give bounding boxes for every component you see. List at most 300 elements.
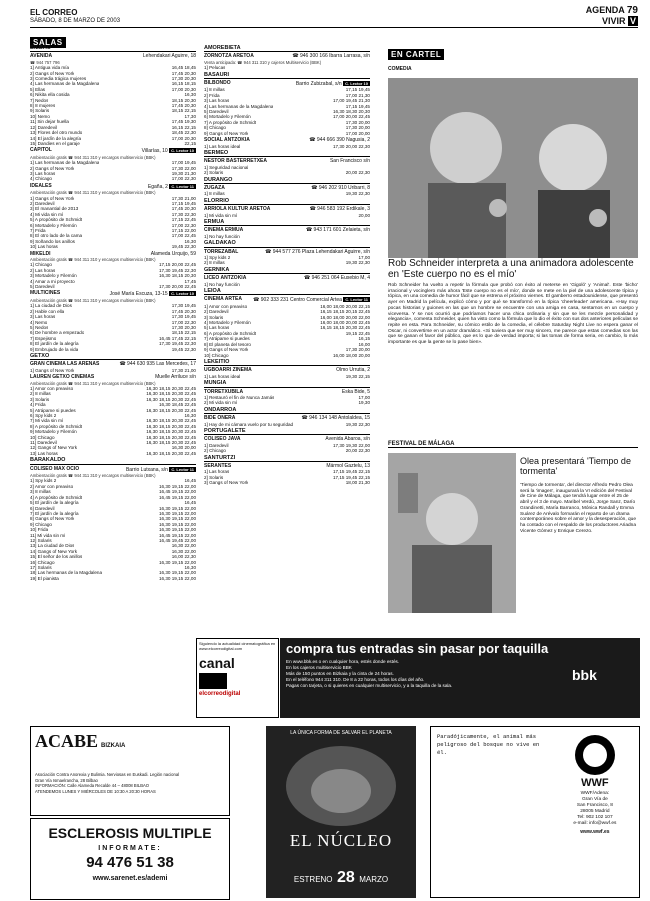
film-title: 5] Las horas — [204, 325, 230, 331]
showtimes: 16,15 18,15 20,30 22,45 — [320, 325, 370, 331]
film-title: 4] Frida — [30, 402, 46, 408]
planet-illustration — [266, 736, 416, 826]
bbk-logo: bbk — [572, 667, 597, 683]
wwf-address-line: 28005 Madrid — [580, 809, 610, 814]
cinema-info: Ambientación gratis ☎ 944 311 310 y encargos multiservicio (BBK) — [30, 257, 156, 263]
showtimes: 16,30 18,15 20,30 22,45 — [146, 391, 196, 397]
salas-title: SALAS — [30, 37, 66, 48]
city-heading: GERNIKA — [204, 268, 370, 274]
issue-date: SÁBADO, 8 DE MARZO DE 2003 — [30, 18, 121, 24]
acabe-region: BIZKAIA — [101, 743, 126, 749]
wwf-ad — [430, 726, 640, 898]
cinema-lector-tag: C. Lector 11 — [171, 183, 194, 189]
showtimes: 16,30 18,15 20,30 22,45 — [146, 385, 196, 391]
city-heading: PORTUGALETE — [204, 429, 370, 435]
showtimes: 16,30 19,15 22,00 — [158, 510, 196, 516]
cinema-name: BILBONDO — [204, 80, 231, 87]
city-heading: ELORRIO — [204, 199, 370, 205]
esclerosis-web: www.sarenet.es/ademi — [92, 875, 168, 882]
city-heading: SANTURTZI — [204, 456, 370, 462]
cinema-name: GRAN CINEMA LAS ARENAS — [30, 361, 100, 368]
film-title: 1] Amor con preaviso — [204, 303, 248, 309]
showtimes: 19,30 22,30 — [345, 421, 370, 427]
page-header-right — [586, 5, 638, 26]
cinema-address: Alameda Urquijo, 59 — [150, 250, 196, 257]
festival-headline: Olea presentará 'Tiempo de tormenta' — [520, 456, 631, 476]
film-title: 13] La ciudad de Dios — [30, 543, 75, 549]
screening-row — [204, 65, 370, 70]
nucleo-date-day: 28 — [336, 869, 355, 886]
wwf-web: www.wwf.es — [580, 829, 610, 835]
screening-row — [204, 448, 370, 453]
film-title: 12] Solaris — [30, 537, 52, 543]
film-title: 4] Amar a mi proyecto — [30, 278, 75, 284]
showtimes: 16,00 — [358, 341, 370, 347]
showtimes: 22,15 — [184, 140, 196, 146]
showtimes: 17,15 19,45 — [171, 200, 196, 206]
screening-row — [204, 213, 370, 218]
canal-ad — [196, 638, 279, 718]
showtimes: 16,00 18,00 20,00 22,45 — [320, 320, 370, 326]
film-title: 2] Chicago — [204, 448, 226, 454]
esclerosis-phone: 94 476 51 38 — [86, 854, 174, 871]
film-title: 7] Atrápame si puedes — [204, 336, 250, 342]
nucleo-title: EL NÚCLEO — [289, 831, 393, 850]
film-title: 15] El señor de los anillos — [30, 554, 83, 560]
cinema-name: UGBOARRI ZINEMA — [204, 367, 252, 374]
showtimes: 16,00 18,00 20,00 22,15 — [320, 303, 370, 309]
film-title: 15] Dandies en el garaje — [30, 140, 80, 146]
showtimes: 17,00 21,30 — [345, 92, 370, 98]
film-title: 2] Gangs of New York — [30, 70, 75, 76]
film-title: 9] Mortadelo y Filemón — [30, 429, 77, 435]
encartel-title: EN CARTEL — [388, 49, 444, 60]
film-title: 2] Mi vida sin mí — [204, 400, 238, 406]
canal-logo: canal — [199, 655, 235, 671]
city-heading: AMOREBIETA — [204, 46, 370, 52]
acabe-line: Gran Vía Ismaelrancha, 28 Bilbao — [35, 777, 98, 783]
cinema-name: SOCIAL ANTZOKIA — [204, 137, 250, 144]
film-title: 8] El otro lado de la cama — [30, 233, 83, 239]
showtimes: 17,30 22,30 — [171, 211, 196, 217]
listings-column-1 — [30, 44, 196, 581]
film-title: 5] Nedos — [30, 324, 49, 330]
cinema-lector-tag: C. Lector 11 — [171, 466, 194, 472]
cinema-address: Muelle Arriluce s/n — [155, 374, 196, 381]
city-heading: ONDARROA — [204, 408, 370, 414]
compra-lines — [280, 659, 562, 689]
cinema-address: ☎ 943 171 601 Zelaieta, s/n — [305, 227, 370, 234]
film-title: 6] Mortadelo y Filemón — [30, 222, 77, 228]
film-title: 1] La ciudad de Dios — [30, 303, 72, 309]
film-title: 2] Solaris — [204, 474, 224, 480]
wwf-text: Paradójicamente, el animal más peligroso del bosque no vive en él. — [437, 733, 540, 756]
showtimes: 16,15 22,15 — [171, 124, 196, 130]
cinema-info: Ambientación gratis ☎ 944 311 310 y encargos multiservicio (BBK) — [30, 473, 156, 479]
film-title: 3] Solaris — [30, 396, 50, 402]
showtimes: 18,15 20,30 — [171, 97, 196, 103]
showtimes: 16,30 18,15 20,30 22,45 — [146, 407, 196, 413]
city-heading: LEKEITIO — [204, 360, 370, 366]
film-title: 1] Las horas ideal — [204, 143, 241, 149]
showtimes: 17,00 20,30 — [171, 135, 196, 141]
showtimes: 20,00 22,30 — [345, 170, 370, 176]
film-title: 8] Gangs of New York — [30, 516, 75, 522]
wwf-address-line: San Francisco, 8 — [576, 803, 613, 808]
cinema-name: CAPITOL — [30, 147, 52, 154]
showtimes: 17,45 20,30 — [171, 308, 196, 314]
film-title: 8] El planeta del tesoro — [204, 341, 251, 347]
wwf-address-line: WWF/Adena: — [580, 791, 610, 796]
screening-row — [204, 170, 370, 175]
showtimes: 17,30 20,00 22,45 — [158, 284, 196, 290]
screening-row — [204, 422, 370, 427]
showtimes: 18,45 22,30 — [171, 130, 196, 136]
showtimes: 18,00 21,30 — [345, 480, 370, 486]
nucleo-release — [266, 869, 416, 887]
showtimes: 17,30 20,00 — [345, 119, 370, 125]
page-number: 79 — [626, 5, 638, 16]
film-title: 6] Spy kids 2 — [30, 413, 57, 418]
screening-row — [30, 368, 196, 373]
subsection-name: VIVIR — [601, 16, 626, 26]
film-title: 19] El pianista — [30, 575, 59, 581]
cinema-lector-tag: C. Lector 10 — [171, 291, 194, 297]
showtimes: 17,00 19,45 21,30 — [332, 98, 370, 104]
film-title: 10] Las horas — [30, 244, 58, 250]
rob-schneider-photo — [388, 78, 638, 258]
showtimes: 16,45 — [184, 478, 196, 484]
film-title: 1] Daredevil — [204, 442, 229, 448]
city-heading: BARAKALDO — [30, 458, 196, 464]
showtimes: 16,30 — [184, 92, 196, 98]
showtimes: 16,30 18,15 20,30 22,45 — [146, 450, 196, 456]
showtimes: 17,00 22,45 — [171, 233, 196, 239]
cinema-address: ☎ 946 202 910 Uribarri, 8 — [311, 184, 370, 191]
film-title: 5] El jardín de la alegría — [30, 500, 79, 506]
nucleo-date-prefix: ESTRENO — [293, 875, 333, 884]
cinema-address: Lehendakari Aguirre, 18 — [142, 53, 196, 60]
screening-row — [204, 131, 370, 136]
cinema-address: ☎ 944 577 276 Plaza Lehendakari Aguirre, s/n — [265, 248, 370, 255]
screening-row — [204, 234, 370, 239]
film-title: 3] Gangs of New York — [204, 480, 249, 486]
compra-line: Pagas con tarjeta, o si quieres en cualquier multiservicio, y a la taquilla de la sala. — [286, 683, 453, 688]
showtimes: 16,30 20,00 — [171, 445, 196, 451]
film-title: 7] Mi vida sin mí — [30, 418, 64, 424]
esclerosis-ad — [30, 818, 230, 900]
showtimes: 16,30 18,15 20,30 22,45 — [146, 396, 196, 402]
film-title: 5] Ellas — [30, 86, 46, 92]
showtimes: 16,30 18,15 20,30 22,45 — [146, 418, 196, 424]
showtimes: 17,45 — [184, 278, 196, 284]
showtimes: 20,00 — [358, 212, 370, 218]
showtimes: 17,30 19,45 — [171, 303, 196, 309]
film-title: 12] Gangs of New York — [30, 445, 77, 451]
film-title: 4] Chicago — [30, 176, 52, 182]
esclerosis-title: ESCLEROSIS MULTIPLE — [48, 825, 212, 841]
film-title: 10] Chicago — [204, 352, 229, 358]
film-title: 3] Solaris — [204, 314, 224, 320]
compra-entradas-ad — [280, 638, 640, 718]
cinema-address: ☎ 946 251 064 Eusebio M, 4 — [304, 275, 370, 282]
showtimes: 16,15 18,15 — [171, 81, 196, 87]
showtimes: 16,30 18,15 20,30 22,45 — [146, 423, 196, 429]
nucleo-date-month: MARZO — [359, 875, 389, 884]
film-title: 1] Restauró el fin de Nunca Jamás — [204, 394, 275, 400]
screening-row — [30, 451, 196, 456]
showtimes: 17,30 19,45 — [171, 314, 196, 320]
film-title: 17] Solaris — [30, 564, 52, 570]
cinema-name: CINEMA ARTEA — [204, 296, 242, 303]
showtimes: 17,00 — [358, 255, 370, 260]
showtimes: 19,15 22,45 — [345, 330, 370, 336]
acabe-ad — [30, 726, 230, 816]
film-title: 7] A propósito de Schmidt — [204, 119, 257, 125]
showtimes: 16,30 — [184, 413, 196, 418]
showtimes: 17,15 19,45 22,15 — [332, 469, 370, 475]
film-title: 4] Nemo — [30, 319, 48, 325]
city-heading: BILBAO — [30, 46, 196, 52]
festival-title: FESTIVAL DE MÁLAGA — [388, 441, 638, 448]
showtimes: 19,30 21,30 — [171, 170, 196, 176]
encartel-body: Rob Schneider ha vuelto a repetir la fórmula que probó con éxito al meterse en 'Gigoló' y 'Animal'. Este 'bicho' irracional y vocinglero más ahora 'Este cuerpo no es el mío', donde se mete en la piel de una adolescente típica y tópica, en una comedia de humor fácil que se estrena el próximo viernes. El gamberro estadounidense, que presentó ayer en Madrid la película, explicó cómo y por qué se transformó en la típica 'cheerleader' americana. «Hay muy pocas historias y guiones en las que un hombre se encuentre con una amiga en casa, sentarnos en un cuerpo y viceversa. Y se nos ocurrió que podríamos hacer una chica ordinaria y sin que se les mezcle personalidad y elegancia», comenta Schneider, quien ha visto como la fórmula que lo dio el éxito con sus dos anteriores películas se repite en esta. Para Schneider, su cómico estilo de la comedia, el célebre Saturday Night Live no espera ganar el Oscar, ni convertirse en un actor dramático. «Si tuviera que ser muy sincero, me parece que estas comedias son las que se ganan el favor del público, que es lo que de verdad importa; si las tomas de forma seria, en cambio, lo más importante es que la gente se lo pase bien». — [388, 283, 638, 346]
showtimes: 16,30 19,15 22,00 — [158, 570, 196, 576]
showtimes: 17,15 19,45 22,15 — [332, 474, 370, 480]
cinema-address: Barrio Lutxana, s/n — [125, 466, 168, 473]
screening-row — [204, 260, 370, 265]
city-heading: ERMUA — [204, 220, 370, 226]
film-title: 3] 8 millas — [30, 489, 51, 495]
showtimes: 17,15 19,45 — [345, 87, 370, 93]
compra-line: En los cajeros multiservicio BBK — [286, 665, 352, 670]
film-title: 6] De hombre a empezado — [30, 330, 85, 336]
screening-row — [30, 284, 196, 289]
showtimes: 17,00 22,30 — [171, 176, 196, 182]
showtimes: 16,45 19,15 22,00 — [158, 494, 196, 500]
film-title: 10] Frida — [30, 527, 49, 533]
film-title: 3] Mortadelo y Filemón — [30, 273, 77, 279]
cinema-name: TORREZABAL — [204, 248, 239, 255]
showtimes: 16,00 18,00 20,00 22,00 — [320, 314, 370, 320]
screening-row — [30, 176, 196, 181]
film-title: 11] Daredevil — [30, 440, 57, 446]
showtimes: 16,30 19,15 22,00 — [158, 527, 196, 533]
cinema-lector-tag: C. Lector 10 — [345, 81, 368, 87]
cinema-name: COLISEO JAVA — [204, 436, 241, 443]
film-title: 1] Pelucas — [204, 65, 226, 71]
film-title: 9] Soñando los anillos — [30, 238, 75, 244]
film-title: 2] Solaris — [204, 170, 224, 176]
cinema-address: ☎ 946 583 192 Erdikale, 3 — [309, 206, 370, 213]
film-title: 13] Las horas — [30, 450, 58, 456]
film-title: 14] Gangs of New York — [30, 548, 77, 554]
cinema-address: Barrio Zubizabal, s/n — [295, 81, 342, 88]
cinema-heading — [30, 291, 196, 297]
showtimes: 16,30 22,00 — [171, 548, 196, 554]
showtimes: 17,00 20,30 — [171, 86, 196, 92]
showtimes: 16,15 18,15 20,15 22,45 — [320, 309, 370, 315]
film-title: 6] Nikita ella cosida — [30, 92, 70, 98]
el-nucleo-ad — [266, 726, 416, 898]
nucleo-tagline: LA ÚNICA FORMA DE SALVAR EL PLANETA — [290, 730, 392, 736]
film-title: 9] Gangs of New York — [204, 347, 249, 353]
film-title: 10] Nemo — [30, 113, 50, 119]
film-title: 1] Seguridad nacional — [204, 164, 249, 170]
film-title: 8] 8 mujeres — [30, 103, 56, 109]
screening-row — [204, 480, 370, 485]
film-title: 3] Comedia trágica mujeres — [30, 76, 87, 82]
film-title: 9] Embrujado de la vida — [30, 346, 79, 352]
showtimes: 16,00 18,00 20,00 — [332, 352, 370, 358]
cinema-name: AVENIDA — [30, 53, 53, 60]
film-title: 4] Mortadelo y Filemón — [204, 320, 251, 326]
city-heading: BERMEO — [204, 151, 370, 157]
salas-listings — [30, 44, 370, 596]
showtimes: 16,30 18,30 20,30 — [332, 109, 370, 115]
film-title: 1] No hay función — [204, 281, 240, 287]
film-title: 9] Gangs of New York — [204, 130, 249, 136]
cinema-name: TORRETXUBILA — [204, 388, 244, 395]
wwf-address-line: e-mail: info@wwf.es — [573, 821, 617, 826]
showtimes: 16,30 19,15 22,00 — [158, 559, 196, 565]
film-title: 11] Sin dejar huella — [30, 119, 69, 125]
film-title: 8] A propósito de Schmidt — [30, 423, 83, 429]
film-title: 1] Spy kids 2 — [204, 255, 231, 260]
cinema-info: Ambientación gratis ☎ 944 311 310 y encargos multiservicio (BBK) — [30, 154, 156, 160]
showtimes: 16,15 — [358, 336, 370, 342]
showtimes: 19,45 22,30 — [171, 244, 196, 250]
city-heading: DURANGO — [204, 178, 370, 184]
screening-row — [204, 282, 370, 287]
film-title: 1] Las horas — [204, 469, 230, 475]
showtimes: 17,15 19,45 — [345, 103, 370, 109]
film-title: 1] Hay de mi cámara vuelo por tu seguridad — [204, 421, 294, 427]
cinema-address: José María Escuza, 13-15 — [109, 291, 168, 298]
cinema-info: Ambientación gratis ☎ 944 311 310 y encargos multiservicio (BBK) — [30, 297, 156, 303]
city-heading: BASAURI — [204, 73, 370, 79]
screening-row — [204, 400, 370, 405]
showtimes: 19,30 — [358, 400, 370, 406]
film-title: 18] Las hermanas de la Magdalena — [30, 570, 103, 576]
showtimes: 16,30 18,15 20,30 22,45 — [146, 440, 196, 446]
cinema-name: MIKELDI — [30, 250, 51, 257]
film-title: 4] Mi vida sin mí — [30, 211, 64, 217]
showtimes: 20,00 22,30 — [345, 448, 370, 454]
film-title: 2] Hable con ella — [30, 308, 65, 314]
showtimes: 18,15 22,15 — [171, 108, 196, 114]
showtimes: 16,30 18,45 22,45 — [158, 402, 196, 408]
film-title: 12] Daredevil — [30, 124, 58, 130]
showtimes: 16,30 19,15 22,00 — [158, 521, 196, 527]
film-title: 1] No hay función — [204, 233, 240, 239]
cinema-name: LAUREN GETXO CINEMAS — [30, 374, 95, 381]
acabe-lines — [35, 772, 225, 794]
compra-line: Más de 150 puntos en Bizkaia y la cinta de 24 horas. — [286, 671, 394, 676]
page-letter: V — [629, 16, 636, 26]
film-title: 9] Solaris — [30, 108, 50, 114]
showtimes: 17,00 19,45 — [171, 160, 196, 166]
showtimes: 17,00 — [358, 394, 370, 400]
film-title: 2] Frida — [204, 92, 220, 98]
cinema-name: SERANTES — [204, 463, 232, 469]
showtimes: 16,30 19,15 22,00 — [158, 505, 196, 511]
showtimes: 16,45 19,45 22,00 — [158, 537, 196, 543]
showtimes: 16,30 — [184, 238, 196, 244]
compra-title: compra tus entradas sin pasar por taquilla — [286, 641, 549, 656]
showtimes: 16,45 19,15 22,00 — [158, 489, 196, 495]
film-title: 2] 8 millas — [30, 391, 51, 397]
screening-row — [204, 353, 370, 358]
showtimes: 17,30 21,00 — [171, 367, 196, 373]
showtimes: 16,30 19,15 22,00 — [158, 483, 196, 489]
showtimes: 19,30 22,30 — [345, 260, 370, 266]
film-title: 1] Mi vida sin mí — [204, 212, 238, 218]
film-title: 10] Chicago — [30, 434, 55, 440]
cinema-address: Olmo Urrutia, 2 — [336, 367, 370, 374]
film-title: 5] Atrápame si puedes — [30, 407, 76, 413]
cinema-address: ☎ 944 666 390 Nagusia, 2 — [309, 137, 370, 144]
acabe-line: INFORMACIÓN: Calle Alameda Recalde 44 – 48008 BILBAO — [35, 783, 150, 788]
cinema-info: Ambientación gratis ☎ 944 311 310 y encargos multiservicio (BBK) — [30, 190, 156, 196]
showtimes: 17,30 20,00 — [345, 125, 370, 131]
film-title: 2] Amor con preaviso — [30, 483, 74, 489]
showtimes: 18,15 22,15 — [171, 330, 196, 336]
cinema-address: ☎ 946 134 148 Antolaldea, 15 — [301, 415, 370, 422]
showtimes: 16,30 — [184, 564, 196, 570]
film-title: 2] Gangs of New York — [30, 165, 75, 171]
film-title: 4] A propósito de Schmidt — [30, 494, 83, 500]
showtimes: 16,45 17,45 22,15 — [158, 335, 196, 341]
showtimes: 19,30 22,15 — [345, 373, 370, 379]
compra-line: En www.bbk.es o en cualquier hora, estés donde estés. — [286, 659, 400, 664]
showtimes: 16,30 22,00 — [171, 543, 196, 549]
clapperboard-icon — [199, 673, 227, 689]
showtimes: 16,30 18,15 20,30 — [158, 273, 196, 279]
film-title: 13] Flores del otro mundo — [30, 130, 83, 136]
cinema-name: COLISEO MAX OCIO — [30, 465, 80, 472]
acabe-logo: ACABE — [35, 731, 99, 751]
page-header-left — [30, 8, 120, 26]
city-heading: GALDAKAO — [204, 241, 370, 247]
film-title: 4] Las hermanas de la Magdalena — [30, 81, 100, 87]
film-title: 1] Chicago — [30, 262, 52, 268]
wwf-address-line: Tel: 902 102 107 — [577, 815, 613, 820]
showtimes: 17,00 22,30 — [171, 319, 196, 325]
cinema-name: BIDE ONERA — [204, 415, 236, 422]
showtimes: 16,45 18,45 — [171, 65, 196, 71]
cinema-info: ☎ 944 757 796 — [30, 59, 60, 65]
panda-icon — [575, 735, 615, 775]
film-title: 4] Las hermanas de la Magdalena — [204, 103, 274, 109]
screening-row — [30, 576, 196, 581]
acabe-line: Asociación Contra Anorexia y Bulimia. Nerviosas en Euskadi. Legión nacional — [35, 772, 180, 777]
screening-row — [30, 141, 196, 146]
film-title: 5] Daredevil — [30, 284, 55, 290]
showtimes: 17,30 19,45 22,30 — [158, 267, 196, 273]
film-title: 7] Frida — [30, 228, 46, 233]
compra-line: En el teléfono 944 311 310. De 8 a 22 horas, todos los días del año. — [286, 677, 425, 682]
acabe-line: ATENDEMOS LUNES Y MIÉRCOLES DE 10:30 A 20:30 HORAS — [35, 788, 156, 794]
showtimes: 19,30 22,30 — [345, 191, 370, 197]
film-title: 2] Las horas — [30, 267, 56, 273]
cinema-lector-tag: C. Lector 10 — [171, 148, 194, 154]
film-title: 1] 8 millas — [204, 191, 225, 197]
cinema-name: ZORNOTZA ARETOA — [204, 53, 254, 60]
showtimes: 17,30 19,30 22,00 — [332, 442, 370, 448]
cinema-name: ZUGAZA — [204, 184, 225, 191]
city-heading: LEIOA — [204, 289, 370, 295]
